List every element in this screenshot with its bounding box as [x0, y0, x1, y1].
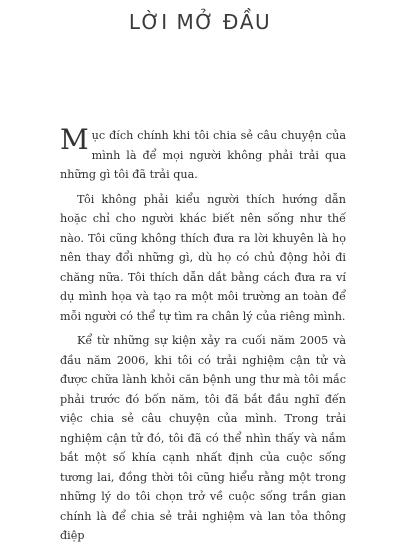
paragraph-1	[60, 123, 346, 185]
drop-cap: M	[60, 123, 89, 156]
paragraph-2: Tôi không phải kiểu người thích hướng dẫn hoặc chỉ cho người khác biết nên sống như thế nào. Tôi cũng không thích đưa ra lời khuyên là họ nên thay đổi những gì, dù họ có chủ động hỏi đi chăng nữa. Tôi thích dẫn dắt bằng cách đưa ra ví dụ mình họa và tạo ra một môi trường an toàn để mỗi người có thể tự tìm ra chân lý của riêng mình.	[60, 192, 346, 323]
body-text	[60, 123, 346, 551]
chapter-title: LỜI MỞ ĐẦU	[128, 10, 272, 34]
paragraph-1-text: ục đích chính khi tôi chia sẻ câu chuyện của mình là để mọi người không phải trải qua những gì tôi đã trải qua.	[60, 129, 346, 181]
paragraph-3: Kể từ những sự kiện xảy ra cuối năm 2005 và đầu năm 2006, khi tôi có trải nghiệm cận tử và được chữa lành khỏi căn bệnh ung thư mà tôi mắc phải trước đó bốn năm, tôi đã bắt đầu nghĩ đến việc chia sẻ câu chuyện của mình. Trong trải nghiệm cận tử đó, tôi đã có thể nhìn thấy và nắm bắt một số khía cạnh nhất định của cuộc sống tương lai, đồng thời tôi cũng hiểu rằng một trong những lý do tôi chọn trở về cuộc sống trần gian chính là để chia sẻ trải nghiệm và lan tỏa thông điệp	[60, 334, 346, 542]
